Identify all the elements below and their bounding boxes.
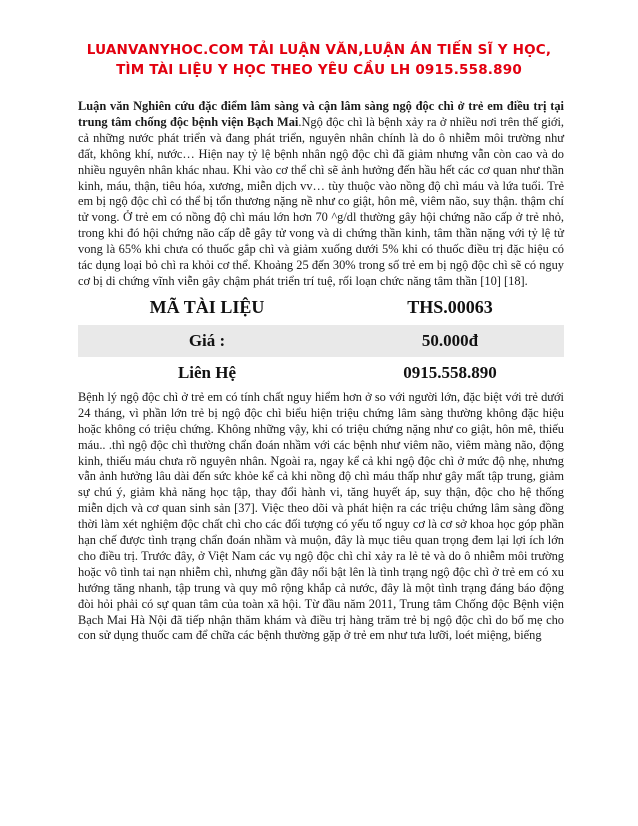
document-body xyxy=(78,99,564,644)
info-row-code xyxy=(78,291,564,325)
code-label: MÃ TÀI LIỆU xyxy=(149,296,265,317)
header-line-1: LUANVANYHOC.COM TẢI LUẬN VĂN,LUẬN ÁN TIẾN SĨ Y HỌC, xyxy=(86,42,552,58)
code-value: THS.00063 xyxy=(407,296,493,317)
price-label: Giá : xyxy=(78,325,336,357)
info-row-contact xyxy=(78,357,564,389)
document-title: Luận văn Nghiên cứu đặc điểm lâm sàng và cận lâm sàng ngộ độc chì ở trẻ em điều trị tại trung tâm chống độc bệnh viện Bạch Mai xyxy=(78,99,564,129)
intro-text: .Ngộ độc chì là bệnh xảy ra ở nhiều nơi trên thế giới, cả những nước phát triển và đang phát triển, nguyên nhân chính là do ô nhiễm môi trường như đất, không khí, nước… Hiện nay tỷ lệ bệnh nhân ngộ độc chì đã giảm nhưng vẫn còn cao và do nhiều nguyên nhân khác nhau. Khi vào cơ thể chì sẽ ảnh hưởng đến hầu hết các cơ quan như thần kinh, máu, thận, tiêu hóa, xương, miễn dịch vv… tùy thuộc vào nồng độ chì máu và lứa tuổi. Trẻ em bị ngộ độc chì có thể bị tổn thương nặng nề như co giật, hôn mê, viêm não, suy thận. thậm chí tử vong. Ở trẻ em có nồng độ chì máu lớn hơn 70 ^g/dl thường gây hội chứng não cấp ở trẻ nhỏ, trong khi đó hội chứng não cấp dễ gây tử vong và di chứng thần kinh, tâm thần nặng với tỷ lệ tử vong là 65% khi chưa có thuốc gắp chì và giảm xuống dưới 5% khi có thuốc điều trị đặc hiệu có tác dụng loại bỏ chì ra khỏi cơ thể. Khoảng 25 đến 30% trong số trẻ em bị ngộ độc chì sẽ có nguy cơ bị di chứng vĩnh viễn gây chậm phát triển trí tuệ, rối loạn chức năng tâm thần [10] [18]. xyxy=(78,114,564,288)
body-paragraph: Bệnh lý ngộ độc chì ở trẻ em có tính chất nguy hiểm hơn ở so với người lớn, đặc biệt với trẻ dưới 24 tháng, vì phần lớn trẻ bị ngộ độc chì biểu hiện triệu chứng lâm sàng thường không đặc hiệu hoặc không có triệu chứng. Không những vậy, khi có triệu chứng nặng như co giật, hôn mê, thiếu máu.. .thì ngộ độc chì thường chẩn đoán nhầm với các bệnh như viêm não, viêm màng não, động kinh, thiếu máu chưa rõ nguyên nhân. Ngoài ra, ngay kể cả khi ngộ độc chì ở mức độ nhẹ, nhưng vẫn ảnh hưởng lâu dài đến sức khỏe kể cả khi nồng độ chì máu thấp như gây mất tập trung, giảm sự chú ý, giảm khả năng học tập, thay đổi hành vi, tăng huyết áp, suy thận, độc cho hệ thống miễn dịch và cơ quan sinh sản [37]. Việc theo dõi và phát hiện ra các triệu chứng lâm sàng đồng thời làm xét nghiệm độc chất chì cho các đối tượng có yếu tố nguy cơ là cơ sở khoa học góp phần hạn chế được tình trạng chẩn đoán nhầm và muộn, đây là mục tiêu quan trọng đem lại lợi ích lớn cho điều trị. Trước đây, ở Việt Nam các vụ ngộ độc chì chỉ xảy ra lẻ tẻ và do ô nhiễm môi trường hoặc vô tình tai nạn nhiễm chì, nhưng gần đây nổi bật lên là tình trạng ngộ độc chì ở trẻ em có xu hướng tăng nhanh, tập trung và quy mô rộng khắp cả nước, đây là một tình trạng đáng báo động đòi hỏi phải có sự quan tâm của toàn xã hội. Từ đầu năm 2011, Trung tâm Chống độc Bệnh viện Bạch Mai Hà Nội đã tiếp nhận thăm khám và điều trị hàng trăm trẻ bị ngộ độc chì do bố mẹ cho con sử dụng thuốc cam để chữa các bệnh thường gặp ở trẻ em như tưa lưỡi, loét miệng, biếng xyxy=(78,389,564,643)
contact-label: Liên Hệ xyxy=(177,362,237,382)
price-value: 50.000đ xyxy=(336,325,564,357)
contact-value: 0915.558.890 xyxy=(403,362,497,382)
document-info-table xyxy=(78,291,564,389)
header-line-2: TÌM TÀI LIỆU Y HỌC THEO YÊU CẦU LH 0915.558.890 xyxy=(116,62,522,78)
intro-paragraph xyxy=(78,99,564,290)
header-banner xyxy=(40,40,598,80)
info-row-price xyxy=(78,325,564,357)
